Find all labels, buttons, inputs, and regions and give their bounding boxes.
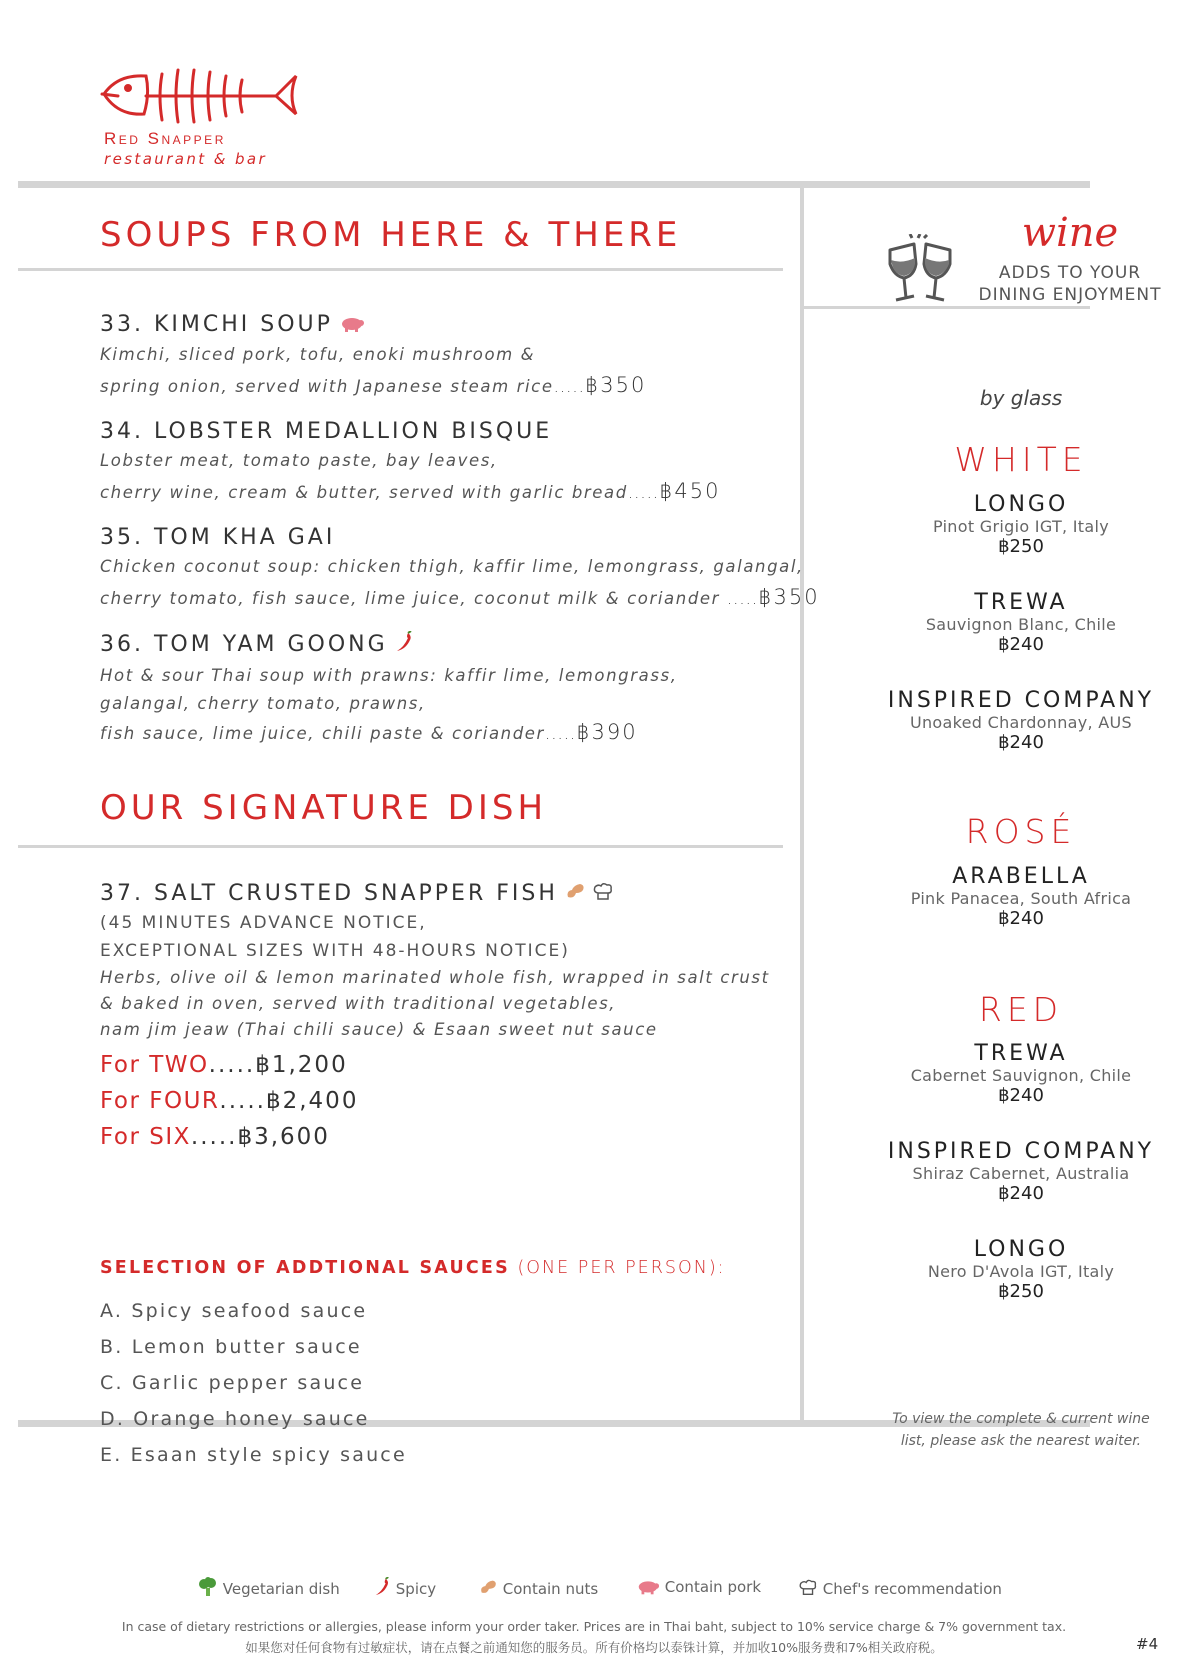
broccoli-icon [198, 1577, 218, 1597]
signature-divider [18, 845, 783, 848]
item-price: ฿350 [758, 585, 820, 609]
chef-hat-icon [798, 1577, 818, 1597]
soups-section-title: SOUPS FROM HERE & THERE [100, 215, 682, 255]
soups-divider [18, 268, 783, 271]
item-description: galangal, cherry tomato, prawns, [100, 694, 426, 713]
item-description: fish sauce, lime juice, chili paste & coriander [100, 724, 545, 743]
portion-price: ฿3,600 [237, 1124, 330, 1150]
wine-price: ฿240 [998, 732, 1044, 753]
legend-nuts [478, 1577, 598, 1598]
menu-item-tom-yam-goong [100, 631, 678, 749]
item-description: Chicken coconut soup: chicken thigh, kaffir lime, lemongrass, galangal, [100, 557, 804, 576]
portion-price: ฿1,200 [255, 1052, 348, 1078]
signature-section-title: OUR SIGNATURE DISH [100, 788, 548, 828]
item-description: Kimchi, sliced pork, tofu, enoki mushroom & [100, 344, 536, 364]
sauce-item: A. Spicy seafood sauce [100, 1300, 368, 1322]
portion-six [100, 1119, 770, 1155]
wine-category-rose: ROSÉ [965, 812, 1077, 851]
wine-category-red: RED [978, 990, 1064, 1029]
restaurant-logo [98, 66, 318, 176]
item-description: cherry wine, cream & butter, served with garlic bread [100, 483, 628, 502]
sauces-heading-note: (ONE PER PERSON): [517, 1258, 726, 1278]
price-dots: ..... [190, 1124, 238, 1150]
menu-item-lobster-bisque [100, 419, 721, 508]
wine-description: Pink Panacea, South Africa [910, 889, 1132, 908]
wine-item [866, 1041, 1176, 1106]
wine-description: Sauvignon Blanc, Chile [925, 615, 1117, 634]
wine-price: ฿240 [998, 634, 1044, 655]
price-dots: ..... [544, 724, 577, 743]
item-name: 35. TOM KHA GAI [100, 525, 336, 550]
wine-glasses-icon [880, 234, 960, 310]
legend-label: Vegetarian dish [222, 1580, 340, 1598]
wine-item [866, 688, 1176, 753]
wine-category-white: WHITE [954, 440, 1088, 479]
item-name: 37. SALT CRUSTED SNAPPER FISH [100, 881, 558, 906]
wine-tagline-line: DINING ENJOYMENT [978, 285, 1162, 305]
wine-price: ฿250 [998, 536, 1044, 557]
legend-pork [636, 1577, 761, 1596]
nut-icon [478, 1577, 498, 1597]
wine-description: Shiraz Cabernet, Australia [912, 1164, 1130, 1183]
wine-name: INSPIRED COMPANY [887, 1139, 1155, 1164]
item-name: 34. LOBSTER MEDALLION BISQUE [100, 419, 553, 444]
item-description: cherry tomato, fish sauce, lime juice, coconut milk & coriander [100, 589, 727, 608]
wine-name: TREWA [974, 590, 1068, 615]
wine-name: LONGO [973, 492, 1069, 517]
portion-two [100, 1047, 770, 1083]
wine-note-line: list, please ask the nearest waiter. [900, 1433, 1142, 1449]
legend-label: Contain pork [664, 1578, 762, 1596]
wine-description: Cabernet Sauvignon, Chile [910, 1066, 1132, 1085]
item-name: 36. TOM YAM GOONG [100, 632, 388, 657]
wine-item [866, 492, 1176, 557]
legend-label: Chef's recommendation [822, 1580, 1002, 1598]
sauce-item: C. Garlic pepper sauce [100, 1372, 365, 1394]
item-price: ฿450 [659, 479, 721, 503]
wine-item [866, 590, 1176, 655]
wine-price: ฿240 [998, 1085, 1044, 1106]
menu-item-salt-crusted-snapper [100, 881, 770, 1155]
sauces-heading [100, 1258, 726, 1278]
portion-price: ฿2,400 [265, 1088, 359, 1114]
sauce-item: D. Orange honey sauce [100, 1408, 370, 1430]
price-dots: ..... [208, 1052, 256, 1078]
wine-item [866, 1139, 1176, 1204]
wine-name: LONGO [973, 1237, 1069, 1262]
page-number: #4 [1136, 1635, 1159, 1653]
brand-name: Red Snapper [104, 129, 226, 148]
legend-label: Contain nuts [502, 1580, 599, 1598]
item-description: Hot & sour Thai soup with prawns: kaffir lime, lemongrass, [100, 666, 678, 685]
portion-four [100, 1083, 770, 1119]
wine-list-note [866, 1408, 1176, 1452]
by-glass-label: by glass [979, 386, 1063, 410]
item-description: nam jim jeaw (Thai chili sauce) & Esaan sweet nut sauce [100, 1020, 658, 1039]
item-description: spring onion, served with Japanese steam rice [100, 376, 554, 396]
portion-label: For SIX [100, 1124, 191, 1150]
dietary-notice-chinese: 如果您对任何食物有过敏症状，请在点餐之前通知您的服务员。所有价格均以泰铢计算，并加收10%服务费和7%相关政府税。 [245, 1640, 943, 1655]
pork-icon [339, 313, 365, 338]
price-dots: ..... [627, 483, 660, 502]
wine-item [866, 864, 1176, 929]
legend-spicy [373, 1577, 436, 1598]
legend-chef [798, 1577, 1002, 1598]
wine-name: TREWA [974, 1041, 1068, 1066]
wine-description: Nero D'Avola IGT, Italy [927, 1262, 1115, 1281]
price-dots: ..... [219, 1088, 266, 1114]
sauce-item: B. Lemon butter sauce [100, 1336, 362, 1358]
wine-price: ฿250 [998, 1281, 1044, 1302]
brand-subtitle: restaurant & bar [104, 150, 268, 168]
price-dots: ..... [726, 589, 759, 608]
chili-icon [373, 1577, 391, 1597]
wine-description: Unoaked Chardonnay, AUS [909, 713, 1133, 732]
wine-tagline-line: ADDS TO YOUR [998, 263, 1142, 283]
snapper-fish-icon [98, 66, 308, 128]
menu-item-kimchi-soup [100, 312, 646, 402]
item-description: Herbs, olive oil & lemon marinated whole fish, wrapped in salt crust [100, 968, 770, 987]
chili-icon [394, 631, 414, 659]
price-dots: ..... [553, 376, 585, 396]
wine-price: ฿240 [998, 908, 1044, 929]
wine-price: ฿240 [998, 1183, 1044, 1204]
item-description: Lobster meat, tomato paste, bay leaves, [100, 451, 498, 470]
advance-notice: (45 MINUTES ADVANCE NOTICE, [100, 913, 427, 933]
sauce-item: E. Esaan style spicy sauce [100, 1444, 407, 1466]
legend-vegetarian [198, 1577, 340, 1598]
wine-description: Pinot Grigio IGT, Italy [932, 517, 1110, 536]
wine-script-title: wine [1021, 210, 1119, 256]
wine-item [866, 1237, 1176, 1302]
menu-item-tom-kha-gai [100, 525, 820, 614]
item-name: 33. KIMCHI SOUP [100, 312, 333, 337]
wine-name: ARABELLA [952, 864, 1090, 889]
wine-note-line: To view the complete & current wine [892, 1411, 1150, 1427]
dietary-notice-english: In case of dietary restrictions or allergies, please inform your order taker. Prices are in Thai baht, subject to 10% service charge & 7% government tax. [121, 1619, 1067, 1634]
nut-icon [564, 881, 586, 907]
advance-notice: EXCEPTIONAL SIZES WITH 48-HOURS NOTICE) [100, 941, 570, 961]
column-divider [800, 188, 804, 1420]
chef-hat-icon [592, 881, 614, 907]
wine-tagline [960, 262, 1180, 306]
portion-label: For FOUR [100, 1088, 220, 1114]
wine-name: INSPIRED COMPANY [887, 688, 1155, 713]
pork-icon [636, 1577, 660, 1595]
sauces-heading-text: SELECTION OF ADDTIONAL SAUCES [100, 1258, 510, 1278]
item-price: ฿350 [584, 372, 647, 397]
sauces-list [100, 1293, 407, 1473]
item-description: & baked in oven, served with traditional vegetables, [100, 994, 617, 1013]
top-divider [18, 181, 1090, 188]
legend-label: Spicy [395, 1580, 437, 1598]
portion-label: For TWO [100, 1052, 209, 1078]
item-price: ฿390 [576, 720, 638, 744]
